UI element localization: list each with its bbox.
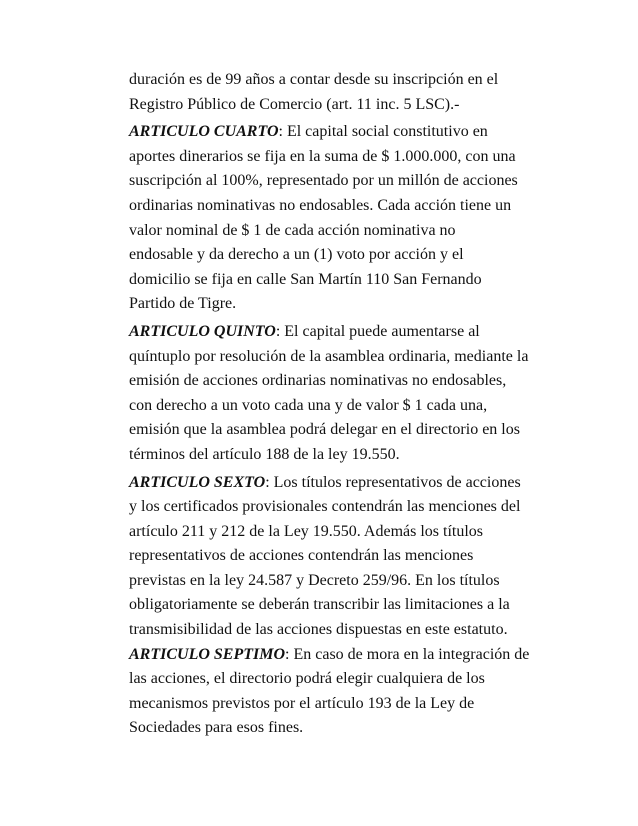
line-text: Partido de Tigre. (129, 295, 237, 313)
text-line (129, 692, 559, 717)
text-line (129, 219, 559, 244)
paragraph (129, 68, 559, 117)
line-text: representativos de acciones contendrán las menciones (129, 547, 474, 565)
text-line (129, 593, 559, 618)
line-text: artículo 211 y 212 de la Ley 19.550. Además los títulos (129, 522, 484, 540)
line-text: : Los títulos representativos de acciones (265, 473, 521, 491)
text-line (129, 544, 559, 569)
article-heading: ARTICULO QUINTO (129, 322, 276, 340)
text-line (129, 471, 559, 496)
line-text: valor nominal de $ 1 de cada acción nominativa no (129, 221, 456, 239)
article-heading: ARTICULO SEXTO (129, 473, 266, 491)
text-line (129, 268, 559, 293)
text-line (129, 716, 559, 741)
text-line (129, 93, 559, 118)
text-line (129, 243, 559, 268)
line-text: duración es de 99 años a contar desde su inscripción en el (129, 71, 499, 88)
line-text: : En caso de mora en la integración de (285, 645, 530, 663)
text-line (129, 443, 559, 468)
line-text: emisión que la asamblea podrá delegar en el directorio en los (129, 421, 520, 439)
text-line (129, 292, 559, 317)
text-line (129, 643, 559, 668)
text-line (129, 418, 559, 443)
paragraph (129, 320, 559, 468)
line-text: términos del artículo 188 de la ley 19.550. (129, 445, 400, 463)
text-line (129, 520, 559, 545)
text-line (129, 569, 559, 594)
text-line (129, 169, 559, 194)
line-text: y los certificados provisionales contendrán las menciones del (129, 498, 521, 516)
line-text: : El capital social constitutivo en (278, 123, 488, 141)
text-line (129, 68, 559, 93)
text-line (129, 667, 559, 692)
line-text: emisión de acciones ordinarias nominativas no endosables, (129, 372, 507, 390)
line-text: domicilio se fija en calle San Martín 110 San Fernando (129, 270, 482, 288)
line-text: con derecho a un voto cada una y de valor $ 1 cada una, (129, 396, 488, 414)
line-text: quíntuplo por resolución de la asamblea ordinaria, mediante la (129, 347, 529, 365)
article-heading: ARTICULO CUARTO (129, 123, 279, 141)
article-heading: ARTICULO SEPTIMO (129, 645, 286, 663)
paragraph (129, 120, 559, 317)
text-line (129, 618, 559, 643)
text-line (129, 394, 559, 419)
line-text: aportes dinerarios se fija en la suma de $ 1.000.000, con una (129, 147, 516, 165)
text-line (129, 345, 559, 370)
line-text: ordinarias nominativas no endosables. Cada acción tiene un (129, 196, 512, 214)
line-text: transmisibilidad de las acciones dispuestas en este estatuto. (129, 621, 508, 639)
line-text: previstas en la ley 24.587 y Decreto 259/96. En los títulos (129, 571, 500, 589)
line-text: suscripción al 100%, representado por un millón de acciones (129, 172, 518, 190)
text-line (129, 145, 559, 170)
text-line (129, 194, 559, 219)
line-text: mecanismos previstos por el artículo 193 de la Ley de (129, 694, 475, 712)
line-text: : El capital puede aumentarse al (275, 322, 480, 340)
line-text: endosable y da derecho a un (1) voto por acción y el (129, 246, 464, 264)
text-line (129, 120, 559, 145)
text-line (129, 320, 559, 345)
text-line (129, 369, 559, 394)
document-body (129, 68, 559, 741)
paragraph (129, 471, 559, 742)
line-text: las acciones, el directorio podrá elegir cualquiera de los (129, 670, 485, 688)
text-line (129, 495, 559, 520)
line-text: Registro Público de Comercio (art. 11 inc. 5 LSC).- (129, 95, 460, 113)
line-text: obligatoriamente se deberán transcribir las limitaciones a la (129, 596, 510, 614)
line-text: Sociedades para esos fines. (129, 719, 304, 737)
